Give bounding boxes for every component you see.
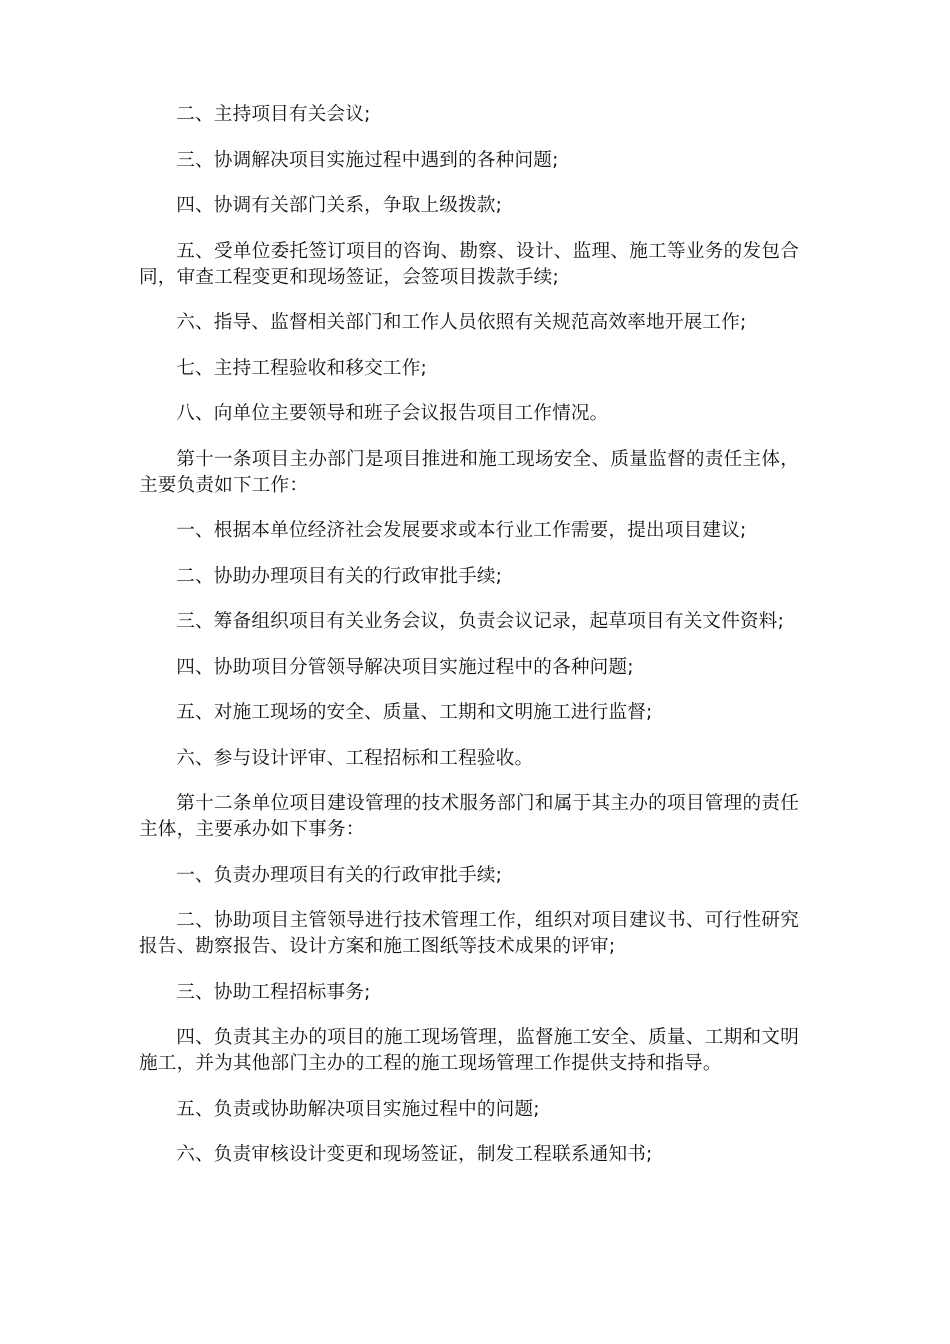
paragraph: 五、负责或协助解决项目实施过程中的问题; — [176, 1098, 540, 1120]
paragraph: 三、协助工程招标事务; — [176, 981, 371, 1003]
paragraph: 二、协助办理项目有关的行政审批手续; — [176, 565, 503, 587]
paragraph: 二、协助项目主管领导进行技术管理工作，组织对项目建议书、可行性研究报告、勘察报告、设计方案和施工图纸等技术成果的评审; — [139, 910, 799, 957]
paragraph: 八、向单位主要领导和班子会议报告项目工作情况。 — [176, 403, 609, 424]
paragraph: 一、负责办理项目有关的行政审批手续; — [176, 864, 503, 886]
article-paragraph: 第十一条项目主办部门是项目推进和施工现场安全、质量监督的责任主体，主要负责如下工作： — [139, 448, 799, 496]
article-paragraph: 第十二条单位项目建设管理的技术服务部门和属于其主办的项目管理的责任主体，主要承办如下事务： — [139, 793, 799, 840]
paragraph: 一、根据本单位经济社会发展要求或本行业工作需要，提出项目建议; — [176, 520, 747, 541]
document-page — [139, 102, 799, 1188]
paragraph: 六、参与设计评审、工程招标和工程验收。 — [176, 747, 534, 769]
paragraph: 三、协调解决项目实施过程中遇到的各种问题; — [176, 149, 559, 171]
paragraph: 六、负责审核设计变更和现场签证，制发工程联系通知书; — [176, 1144, 653, 1165]
paragraph: 四、协调有关部门关系，争取上级拨款; — [176, 195, 503, 216]
paragraph: 七、主持工程验收和移交工作; — [176, 357, 427, 379]
paragraph: 五、对施工现场的安全、质量、工期和文明施工进行监督; — [176, 702, 653, 723]
paragraph: 三、筹备组织项目有关业务会议，负责会议记录，起草项目有关文件资料; — [176, 611, 785, 632]
paragraph: 六、指导、监督相关部门和工作人员依照有关规范高效率地开展工作; — [176, 312, 747, 333]
paragraph: 四、负责其主办的项目的施工现场管理，监督施工安全、质量、工期和文明施工，并为其他部门主办的工程的施工现场管理工作提供支持和指导。 — [139, 1027, 799, 1074]
paragraph: 四、协助项目分管领导解决项目实施过程中的各种问题; — [176, 656, 634, 678]
paragraph: 二、主持项目有关会议; — [176, 104, 371, 125]
paragraph: 五、受单位委托签订项目的咨询、勘察、设计、监理、施工等业务的发包合同，审查工程变更和现场签证，会签项目拨款手续; — [139, 240, 799, 288]
